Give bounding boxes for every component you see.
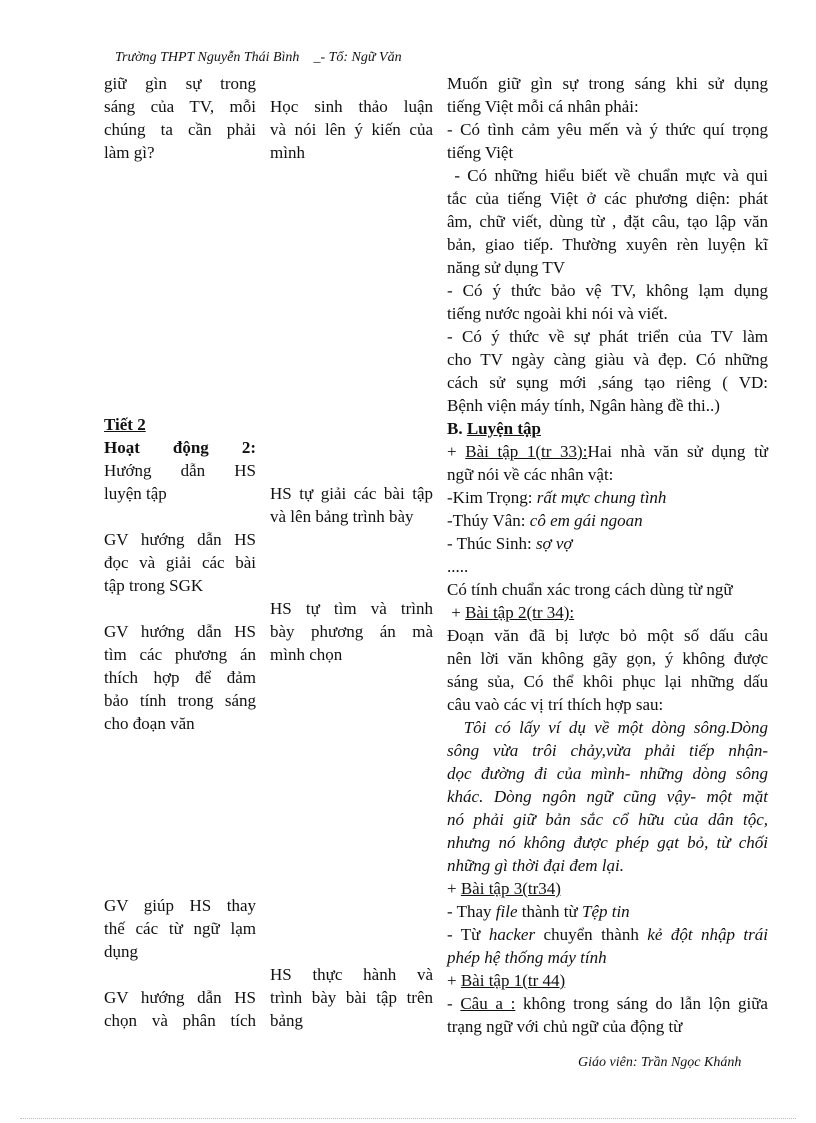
activity-2-block: Hoạt động 2: Hướng dẫn HS luyện tập [104,438,256,503]
gv-guide-1: GV hướng dẫn HS đọc và giải các bài tập trong SGK [104,530,256,595]
department: _- Tổ: Ngữ Văn [313,50,402,65]
gv-guide-2: GV hướng dẫn HS tìm các phương án thích hợp để đảm bảo tính trong sáng cho đoạn văn [104,622,256,733]
content-column: Muốn giữ gìn sự trong sáng khi sử dụng tiếng Việt mỗi cá nhân phải: - Có tình cảm yêu mến và ý thức quí trọng tiếng Việt - Có những hiểu biết về chuẩn mực và qui tắc của tiếng Việt ở các phương diện: phát âm, chữ viết, dùng từ , đặt câu, tạo lập văn bản, giao tiếp. Thường xuyên rèn luyện kĩ năng sử dụng TV - Có ý thức bảo vệ TV, không lạm dụng tiếng nước ngoài khi nói và viết. - Có ý thức về sự phát triển của TV làm cho TV ngày càng giàu và đẹp. Có những cách sử sụng mới ,sáng tạo riêng ( VD: Bệnh viện máy tính, Ngân hàng đề thi..) B. Luyện tập + Bài tập 1(tr 33):Hai nhà văn sử dụng từ ngữ nói về các nhân vật: -Kim Trọng: rất mực chung tình -Thúy Vân: cô em gái ngoan - Thúc Sinh: sợ vợ ..... Có tính chuẩn xác trong cách dùng từ ngữ + Bài tập 2(tr 34): Đoạn văn đã bị lược bỏ một số dấu câu nên lời văn không gãy gọn, ý không được sáng sủa, Có thể khôi phục lại những dấu câu vaò các vị trí thích hợp sau: Tôi có lấy ví dụ về một dòng sông.Dòng sông vừa trôi chảy,vừa phải tiếp nhận- dọc đường đi của mình- những dòng sông khác. Dòng ngôn ngữ cũng vậy- một mặt nó phải giữ bản sắc cổ hữu của dân tộc, nhưng nó không được phép gạt bỏ, từ chối những gì thời đại đem lại. + Bài tập 3(tr34) - Thay file thành từ Tệp tin - Từ hacker chuyển thành kẻ đột nhập trái phép hệ thống máy tính + Bài tập 1(tr 44) - Câu a : không trong sáng do lẫn lộn giữa trạng ngữ với chủ ngữ của động từ [447,74,769,1036]
hs-activity-2: HS tự giải các bài tập và lên bảng trình bày [270,484,433,526]
hs-activity-4: HS thực hành và trình bày bài tập trên bảng [270,965,433,1030]
exercise-4: + Bài tập 1(tr 44) [447,971,566,990]
tiet-2-heading: Tiết 2 [104,415,146,434]
gv-guide-3: GV giúp HS thay thế các từ ngữ lạm dụng [104,896,256,961]
exercise-3: + Bài tập 3(tr34) [447,879,561,898]
hs-activity-3: HS tự tìm và trình bày phương án mà mình chọn [270,599,433,664]
gv-guide-4: GV hướng dẫn HS chọn và phân tích [104,988,256,1030]
page-header [115,50,402,66]
section-b-heading: B. Luyện tập [447,419,542,438]
school-name: Trường THPT Nguyễn Thái Bình [115,50,300,65]
page-bottom-divider [20,1118,796,1119]
exercise-1: + Bài tập 1(tr 33):Hai nhà văn sử dụng từ [447,442,769,461]
page-footer: Giáo viên: Trần Ngọc Khánh [578,1055,742,1070]
exercise-2: + Bài tập 2(tr 34): [447,603,575,622]
question-block: giữ gìn sự trong sáng của TV, mỗi chúng ta cần phải làm gì? [104,74,256,162]
hs-activity-1: Học sinh thảo luận và nói lên ý kiến của mình [270,97,433,162]
quote-passage: Tôi có lấy ví dụ về một dòng sông.Dòng sông vừa trôi chảy,vừa phải tiếp nhận- dọc đường đi của mình- những dòng sông khác. Dòng ngôn ngữ cũng vậy- một mặt nó phải giữ bản sắc cổ hữu của dân tộc, nhưng nó không được phép gạt bỏ, từ chối những gì thời đại đem lại. [447,718,768,875]
